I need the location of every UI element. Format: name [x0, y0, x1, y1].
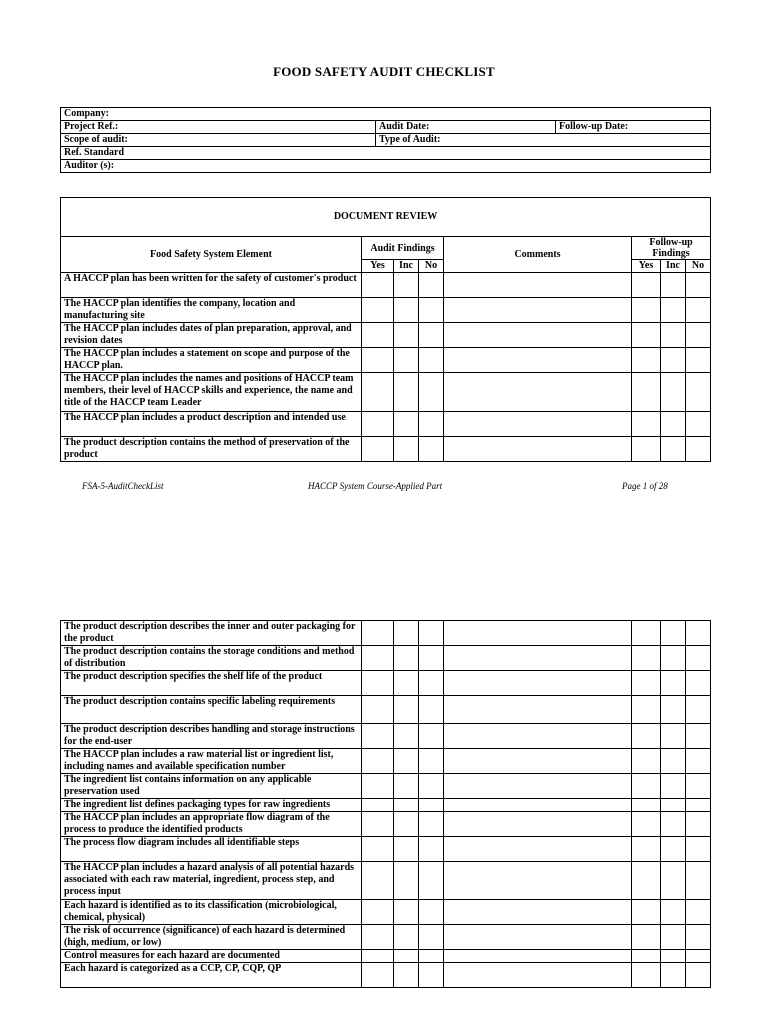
checklist-row — [61, 799, 711, 812]
element-text: A HACCP plan has been written for the safety of customer's product — [61, 273, 362, 298]
comments-cell[interactable] — [444, 900, 632, 925]
audit-yes-cell[interactable] — [362, 774, 394, 799]
audit-yes-cell[interactable] — [362, 437, 394, 462]
checklist-row — [61, 696, 711, 724]
element-text: The product description describes handling and storage instructions for the end-user — [61, 724, 362, 749]
comments-cell[interactable] — [444, 837, 632, 862]
element-text: Each hazard is identified as to its classification (microbiological, chemical, physical) — [61, 900, 362, 925]
checklist-row — [61, 724, 711, 749]
checklist-row — [61, 412, 711, 437]
followup-findings-header: Follow-up Findings — [632, 237, 711, 260]
element-text: The HACCP plan includes a product description and intended use — [61, 412, 362, 437]
followup-yes-cell[interactable] — [632, 812, 661, 837]
followup-inc-cell[interactable] — [661, 323, 686, 348]
comments-cell[interactable] — [444, 437, 632, 462]
followup-yes-cell[interactable] — [632, 799, 661, 812]
followup-yes-cell[interactable] — [632, 862, 661, 900]
followup-inc-cell[interactable] — [661, 963, 686, 988]
comments-cell[interactable] — [444, 774, 632, 799]
followup-inc-header: Inc — [661, 260, 686, 273]
followup-yes-cell[interactable] — [632, 900, 661, 925]
followup-inc-cell[interactable] — [661, 412, 686, 437]
audit-yes-cell[interactable] — [362, 749, 394, 774]
audit-type-field[interactable]: Type of Audit: — [376, 134, 711, 147]
element-text: The ingredient list contains information on any applicable preservation used — [61, 774, 362, 799]
followup-no-cell[interactable] — [686, 412, 711, 437]
element-text: The HACCP plan includes a hazard analysis of all potential hazards associated with each raw material, ingredient, process step, and process input — [61, 862, 362, 900]
followup-no-cell[interactable] — [686, 812, 711, 837]
checklist-row — [61, 671, 711, 696]
followup-yes-cell[interactable] — [632, 724, 661, 749]
followup-no-cell[interactable] — [686, 963, 711, 988]
audit-no-cell[interactable] — [419, 323, 444, 348]
audit-info-table — [60, 107, 711, 173]
audit-no-cell[interactable] — [419, 646, 444, 671]
checklist-continuation-table — [60, 620, 711, 988]
element-text: Control measures for each hazard are documented — [61, 950, 362, 963]
followup-yes-cell[interactable] — [632, 696, 661, 724]
comments-cell[interactable] — [444, 412, 632, 437]
document-review-table — [60, 197, 711, 462]
comments-cell[interactable] — [444, 671, 632, 696]
checklist-row — [61, 925, 711, 950]
followup-inc-cell[interactable] — [661, 950, 686, 963]
audit-inc-header: Inc — [394, 260, 419, 273]
element-text: The risk of occurrence (significance) of each hazard is determined (high, medium, or low) — [61, 925, 362, 950]
audit-no-cell[interactable] — [419, 298, 444, 323]
element-text: The HACCP plan includes the names and positions of HACCP team members, their level of HACCP skills and experience, the name and title of the HACCP team Leader — [61, 373, 362, 412]
comments-cell[interactable] — [444, 273, 632, 298]
followup-yes-cell[interactable] — [632, 298, 661, 323]
followup-yes-cell[interactable] — [632, 621, 661, 646]
comments-cell[interactable] — [444, 963, 632, 988]
followup-no-cell[interactable] — [686, 900, 711, 925]
audit-inc-cell[interactable] — [394, 298, 419, 323]
audit-yes-cell[interactable] — [362, 348, 394, 373]
audit-no-cell[interactable] — [419, 900, 444, 925]
audit-no-cell[interactable] — [419, 799, 444, 812]
checklist-row — [61, 837, 711, 862]
followup-inc-cell[interactable] — [661, 862, 686, 900]
followup-yes-cell[interactable] — [632, 774, 661, 799]
followup-no-header: No — [686, 260, 711, 273]
audit-no-cell[interactable] — [419, 621, 444, 646]
element-text: The product description contains the method of preservation of the product — [61, 437, 362, 462]
audit-yes-header: Yes — [362, 260, 394, 273]
audit-no-cell[interactable] — [419, 925, 444, 950]
followup-no-cell[interactable] — [686, 621, 711, 646]
company-field[interactable]: Company: — [61, 108, 711, 121]
followup-yes-cell[interactable] — [632, 925, 661, 950]
followup-inc-cell[interactable] — [661, 273, 686, 298]
comments-cell[interactable] — [444, 348, 632, 373]
footer-page-number: Page 1 of 28 — [622, 481, 668, 491]
followup-inc-cell[interactable] — [661, 925, 686, 950]
audit-no-cell[interactable] — [419, 273, 444, 298]
checklist-row — [61, 646, 711, 671]
followup-yes-cell[interactable] — [632, 950, 661, 963]
audit-yes-cell[interactable] — [362, 696, 394, 724]
followup-yes-cell[interactable] — [632, 646, 661, 671]
followup-no-cell[interactable] — [686, 273, 711, 298]
comments-cell[interactable] — [444, 862, 632, 900]
followup-yes-header: Yes — [632, 260, 661, 273]
audit-inc-cell[interactable] — [394, 812, 419, 837]
followup-inc-cell[interactable] — [661, 373, 686, 412]
followup-inc-cell[interactable] — [661, 621, 686, 646]
followup-inc-cell[interactable] — [661, 348, 686, 373]
comments-cell[interactable] — [444, 925, 632, 950]
audit-inc-cell[interactable] — [394, 774, 419, 799]
followup-inc-cell[interactable] — [661, 774, 686, 799]
audit-yes-cell[interactable] — [362, 950, 394, 963]
audit-yes-cell[interactable] — [362, 412, 394, 437]
audit-no-cell[interactable] — [419, 412, 444, 437]
checklist-row — [61, 323, 711, 348]
audit-no-cell[interactable] — [419, 963, 444, 988]
followup-no-cell[interactable] — [686, 774, 711, 799]
comments-cell[interactable] — [444, 646, 632, 671]
audit-inc-cell[interactable] — [394, 900, 419, 925]
audit-inc-cell[interactable] — [394, 950, 419, 963]
audit-no-cell[interactable] — [419, 671, 444, 696]
followup-no-cell[interactable] — [686, 671, 711, 696]
footer-doc-id: FSA-5-AuditCheckList — [82, 481, 164, 491]
followup-yes-cell[interactable] — [632, 348, 661, 373]
comments-cell[interactable] — [444, 799, 632, 812]
audit-inc-cell[interactable] — [394, 963, 419, 988]
comments-cell[interactable] — [444, 373, 632, 412]
audit-inc-cell[interactable] — [394, 696, 419, 724]
followup-yes-cell[interactable] — [632, 373, 661, 412]
comments-cell[interactable] — [444, 950, 632, 963]
audit-findings-header: Audit Findings — [362, 237, 444, 260]
checklist-row — [61, 298, 711, 323]
followup-no-cell[interactable] — [686, 646, 711, 671]
element-text: The product description specifies the shelf life of the product — [61, 671, 362, 696]
followup-no-cell[interactable] — [686, 862, 711, 900]
comments-cell[interactable] — [444, 298, 632, 323]
followup-yes-cell[interactable] — [632, 837, 661, 862]
checklist-row — [61, 862, 711, 900]
followup-inc-cell[interactable] — [661, 671, 686, 696]
element-text: The HACCP plan includes an appropriate flow diagram of the process to produce the identified products — [61, 812, 362, 837]
audit-yes-cell[interactable] — [362, 646, 394, 671]
comments-cell[interactable] — [444, 323, 632, 348]
audit-no-cell[interactable] — [419, 749, 444, 774]
audit-yes-cell[interactable] — [362, 925, 394, 950]
audit-no-cell[interactable] — [419, 724, 444, 749]
audit-yes-cell[interactable] — [362, 812, 394, 837]
audit-date-field[interactable]: Audit Date: — [376, 121, 556, 134]
audit-yes-cell[interactable] — [362, 837, 394, 862]
audit-yes-cell[interactable] — [362, 671, 394, 696]
followup-no-cell[interactable] — [686, 724, 711, 749]
followup-no-cell[interactable] — [686, 925, 711, 950]
audit-no-cell[interactable] — [419, 950, 444, 963]
followup-yes-cell[interactable] — [632, 437, 661, 462]
followup-no-cell[interactable] — [686, 799, 711, 812]
checklist-row — [61, 437, 711, 462]
followup-no-cell[interactable] — [686, 373, 711, 412]
audit-no-cell[interactable] — [419, 862, 444, 900]
checklist-row — [61, 373, 711, 412]
element-text: The HACCP plan identifies the company, location and manufacturing site — [61, 298, 362, 323]
audit-yes-cell[interactable] — [362, 963, 394, 988]
followup-inc-cell[interactable] — [661, 837, 686, 862]
checklist-row — [61, 963, 711, 988]
audit-inc-cell[interactable] — [394, 646, 419, 671]
followup-inc-cell[interactable] — [661, 749, 686, 774]
audit-no-cell[interactable] — [419, 348, 444, 373]
section-title: DOCUMENT REVIEW — [61, 198, 711, 237]
audit-no-cell[interactable] — [419, 837, 444, 862]
element-header: Food Safety System Element — [61, 237, 362, 273]
followup-no-cell[interactable] — [686, 696, 711, 724]
checklist-row — [61, 774, 711, 799]
document-title: FOOD SAFETY AUDIT CHECKLIST — [273, 64, 495, 79]
element-text: The product description contains the storage conditions and method of distribution — [61, 646, 362, 671]
followup-inc-cell[interactable] — [661, 298, 686, 323]
followup-yes-cell[interactable] — [632, 749, 661, 774]
followup-inc-cell[interactable] — [661, 900, 686, 925]
element-text: The HACCP plan includes a statement on scope and purpose of the HACCP plan. — [61, 348, 362, 373]
followup-yes-cell[interactable] — [632, 671, 661, 696]
audit-inc-cell[interactable] — [394, 925, 419, 950]
audit-yes-cell[interactable] — [362, 298, 394, 323]
followup-no-cell[interactable] — [686, 323, 711, 348]
audit-inc-cell[interactable] — [394, 724, 419, 749]
followup-inc-cell[interactable] — [661, 799, 686, 812]
audit-yes-cell[interactable] — [362, 799, 394, 812]
followup-inc-cell[interactable] — [661, 646, 686, 671]
audit-inc-cell[interactable] — [394, 348, 419, 373]
comments-header: Comments — [444, 237, 632, 273]
checklist-row — [61, 812, 711, 837]
followup-yes-cell[interactable] — [632, 273, 661, 298]
audit-yes-cell[interactable] — [362, 273, 394, 298]
audit-no-cell[interactable] — [419, 373, 444, 412]
audit-inc-cell[interactable] — [394, 412, 419, 437]
checklist-row — [61, 950, 711, 963]
audit-inc-cell[interactable] — [394, 799, 419, 812]
audit-inc-cell[interactable] — [394, 437, 419, 462]
audit-no-header: No — [419, 260, 444, 273]
comments-cell[interactable] — [444, 621, 632, 646]
followup-no-cell[interactable] — [686, 837, 711, 862]
audit-inc-cell[interactable] — [394, 671, 419, 696]
comments-cell[interactable] — [444, 724, 632, 749]
audit-no-cell[interactable] — [419, 437, 444, 462]
audit-yes-cell[interactable] — [362, 373, 394, 412]
project-ref-field[interactable]: Project Ref.: — [61, 121, 376, 134]
element-text: The product description describes the inner and outer packaging for the product — [61, 621, 362, 646]
followup-inc-cell[interactable] — [661, 812, 686, 837]
checklist-row — [61, 348, 711, 373]
followup-no-cell[interactable] — [686, 950, 711, 963]
followup-yes-cell[interactable] — [632, 963, 661, 988]
followup-no-cell[interactable] — [686, 348, 711, 373]
audit-yes-cell[interactable] — [362, 862, 394, 900]
element-text: The ingredient list defines packaging types for raw ingredients — [61, 799, 362, 812]
element-text: The HACCP plan includes a raw material list or ingredient list, including names and available specification number — [61, 749, 362, 774]
followup-no-cell[interactable] — [686, 298, 711, 323]
scope-field[interactable]: Scope of audit: — [61, 134, 376, 147]
followup-inc-cell[interactable] — [661, 696, 686, 724]
checklist-row — [61, 900, 711, 925]
comments-cell[interactable] — [444, 749, 632, 774]
audit-inc-cell[interactable] — [394, 273, 419, 298]
followup-date-field[interactable]: Follow-up Date: — [556, 121, 711, 134]
comments-cell[interactable] — [444, 812, 632, 837]
element-text: Each hazard is categorized as a CCP, CP, CQP, QP — [61, 963, 362, 988]
element-text: The process flow diagram includes all identifiable steps — [61, 837, 362, 862]
audit-yes-cell[interactable] — [362, 323, 394, 348]
audit-no-cell[interactable] — [419, 812, 444, 837]
followup-no-cell[interactable] — [686, 749, 711, 774]
auditors-field[interactable]: Auditor (s): — [61, 160, 711, 173]
audit-inc-cell[interactable] — [394, 837, 419, 862]
audit-yes-cell[interactable] — [362, 900, 394, 925]
audit-no-cell[interactable] — [419, 774, 444, 799]
audit-yes-cell[interactable] — [362, 724, 394, 749]
followup-inc-cell[interactable] — [661, 724, 686, 749]
element-text: The HACCP plan includes dates of plan preparation, approval, and revision dates — [61, 323, 362, 348]
followup-inc-cell[interactable] — [661, 437, 686, 462]
footer-course: HACCP System Course-Applied Part — [308, 481, 443, 491]
followup-no-cell[interactable] — [686, 437, 711, 462]
audit-no-cell[interactable] — [419, 696, 444, 724]
followup-yes-cell[interactable] — [632, 323, 661, 348]
audit-inc-cell[interactable] — [394, 373, 419, 412]
audit-inc-cell[interactable] — [394, 323, 419, 348]
checklist-row — [61, 749, 711, 774]
checklist-row — [61, 621, 711, 646]
audit-yes-cell[interactable] — [362, 621, 394, 646]
audit-inc-cell[interactable] — [394, 749, 419, 774]
comments-cell[interactable] — [444, 696, 632, 724]
audit-inc-cell[interactable] — [394, 862, 419, 900]
ref-standard-field[interactable]: Ref. Standard — [61, 147, 711, 160]
element-text: The product description contains specific labeling requirements — [61, 696, 362, 724]
checklist-row — [61, 273, 711, 298]
audit-inc-cell[interactable] — [394, 621, 419, 646]
followup-yes-cell[interactable] — [632, 412, 661, 437]
